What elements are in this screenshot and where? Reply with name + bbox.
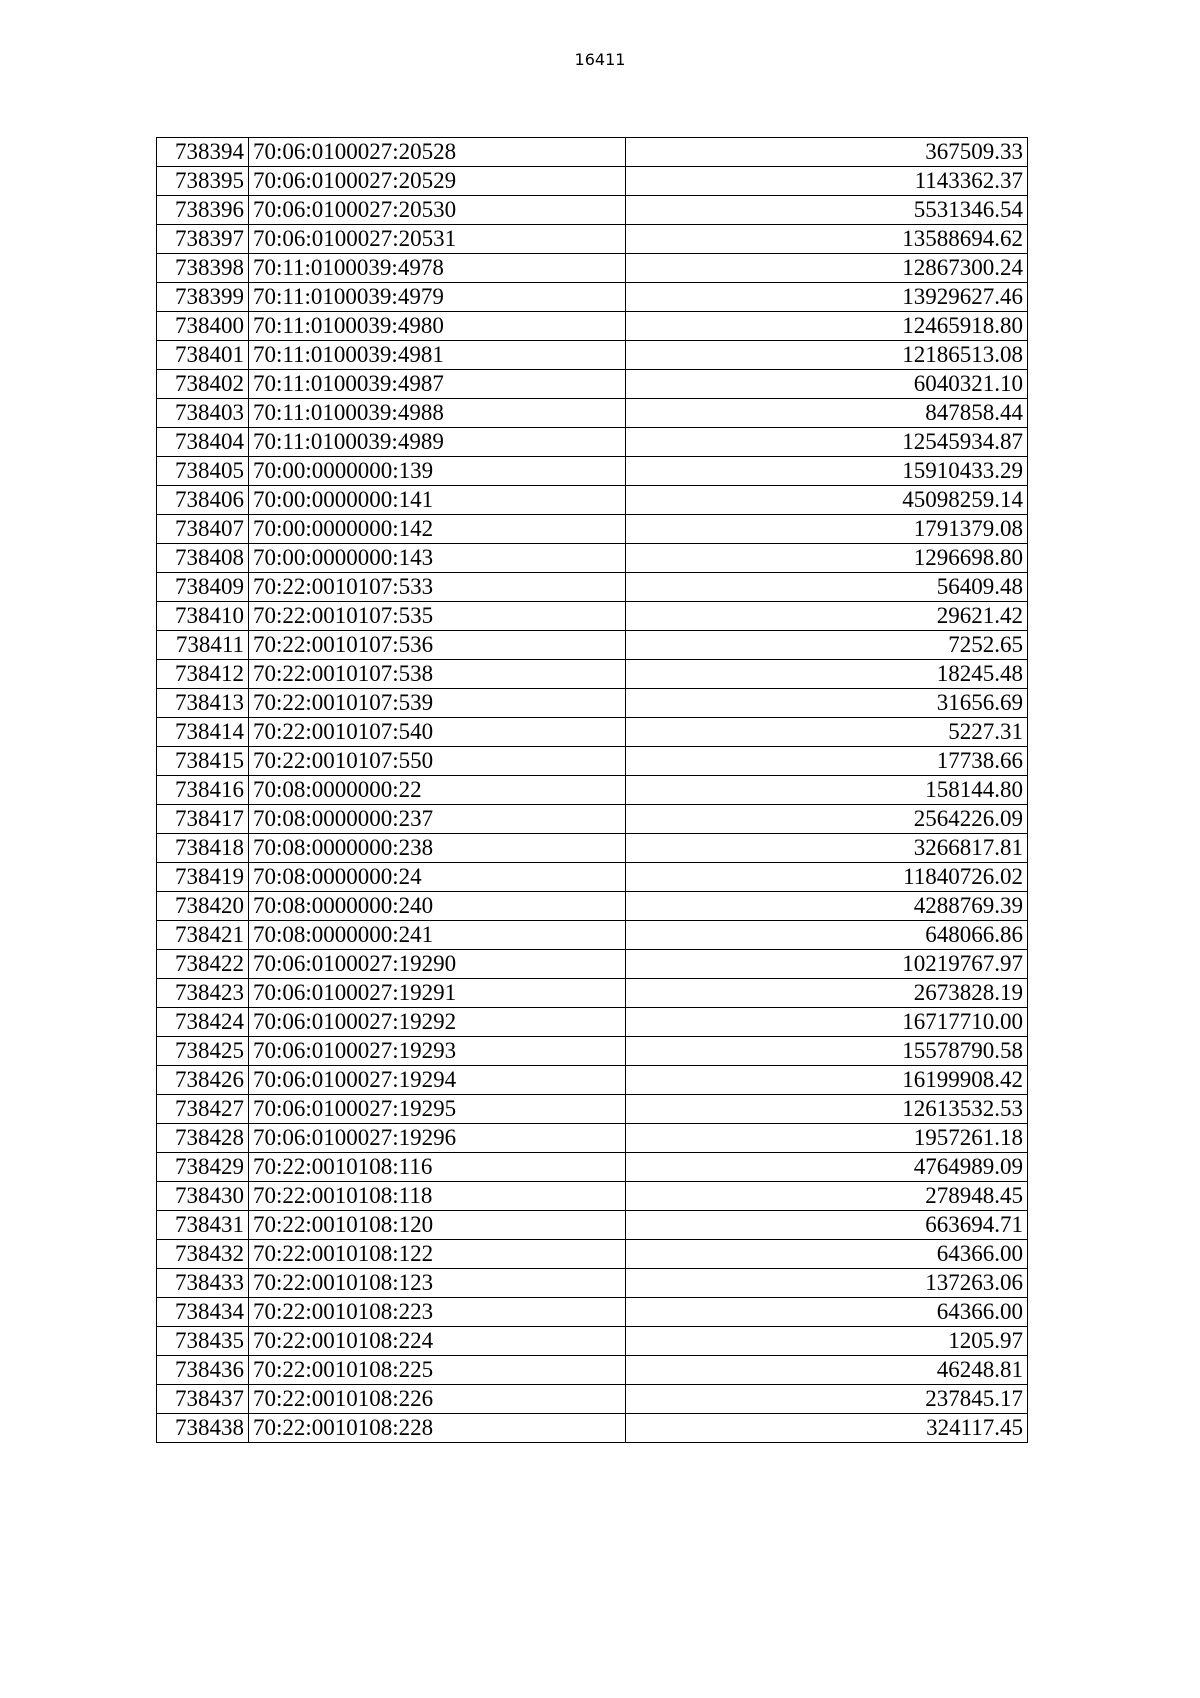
cadastral-value-cell: 18245.48 <box>626 660 1028 689</box>
cadastral-value-cell: 7252.65 <box>626 631 1028 660</box>
cadastral-number-cell: 70:06:0100027:19293 <box>249 1037 626 1066</box>
cadastral-value-cell: 1143362.37 <box>626 167 1028 196</box>
row-number-cell: 738435 <box>157 1327 249 1356</box>
row-number-cell: 738409 <box>157 573 249 602</box>
cadastral-value-cell: 648066.86 <box>626 921 1028 950</box>
table-row <box>157 225 1028 254</box>
cadastral-number-cell: 70:06:0100027:20531 <box>249 225 626 254</box>
cadastral-number-cell: 70:11:0100039:4989 <box>249 428 626 457</box>
row-number-cell: 738430 <box>157 1182 249 1211</box>
table-row <box>157 196 1028 225</box>
cadastral-number-cell: 70:22:0010107:535 <box>249 602 626 631</box>
table-row <box>157 312 1028 341</box>
row-number-cell: 738414 <box>157 718 249 747</box>
cadastral-value-cell: 12465918.80 <box>626 312 1028 341</box>
row-number-cell: 738413 <box>157 689 249 718</box>
cadastral-value-cell: 31656.69 <box>626 689 1028 718</box>
cadastral-value-cell: 663694.71 <box>626 1211 1028 1240</box>
cadastral-value-cell: 12545934.87 <box>626 428 1028 457</box>
cadastral-value-cell: 847858.44 <box>626 399 1028 428</box>
table-row <box>157 1095 1028 1124</box>
cadastral-number-cell: 70:11:0100039:4978 <box>249 254 626 283</box>
cadastral-value-cell: 10219767.97 <box>626 950 1028 979</box>
row-number-cell: 738405 <box>157 457 249 486</box>
cadastral-number-cell: 70:22:0010107:536 <box>249 631 626 660</box>
row-number-cell: 738411 <box>157 631 249 660</box>
cadastral-number-cell: 70:08:0000000:22 <box>249 776 626 805</box>
cadastral-number-cell: 70:11:0100039:4988 <box>249 399 626 428</box>
row-number-cell: 738433 <box>157 1269 249 1298</box>
cadastral-number-cell: 70:00:0000000:141 <box>249 486 626 515</box>
table-row <box>157 602 1028 631</box>
cadastral-value-cell: 13929627.46 <box>626 283 1028 312</box>
table-row <box>157 1269 1028 1298</box>
row-number-cell: 738419 <box>157 863 249 892</box>
cadastral-number-cell: 70:22:0010107:533 <box>249 573 626 602</box>
row-number-cell: 738417 <box>157 805 249 834</box>
table-row <box>157 631 1028 660</box>
row-number-cell: 738401 <box>157 341 249 370</box>
cadastral-value-cell: 17738.66 <box>626 747 1028 776</box>
cadastral-value-cell: 15910433.29 <box>626 457 1028 486</box>
table-row <box>157 1298 1028 1327</box>
table-row <box>157 1066 1028 1095</box>
cadastral-number-cell: 70:22:0010108:116 <box>249 1153 626 1182</box>
cadastral-number-cell: 70:22:0010107:539 <box>249 689 626 718</box>
table-row <box>157 428 1028 457</box>
cadastral-number-cell: 70:08:0000000:238 <box>249 834 626 863</box>
row-number-cell: 738407 <box>157 515 249 544</box>
cadastral-value-cell: 13588694.62 <box>626 225 1028 254</box>
cadastral-value-cell: 1957261.18 <box>626 1124 1028 1153</box>
row-number-cell: 738432 <box>157 1240 249 1269</box>
cadastral-value-cell: 45098259.14 <box>626 486 1028 515</box>
row-number-cell: 738437 <box>157 1385 249 1414</box>
cadastral-number-cell: 70:22:0010108:118 <box>249 1182 626 1211</box>
cadastral-number-cell: 70:00:0000000:143 <box>249 544 626 573</box>
table-row <box>157 892 1028 921</box>
row-number-cell: 738402 <box>157 370 249 399</box>
cadastral-number-cell: 70:06:0100027:19295 <box>249 1095 626 1124</box>
table-row <box>157 1356 1028 1385</box>
row-number-cell: 738410 <box>157 602 249 631</box>
cadastral-number-cell: 70:06:0100027:20529 <box>249 167 626 196</box>
cadastral-number-cell: 70:11:0100039:4981 <box>249 341 626 370</box>
cadastral-value-cell: 1296698.80 <box>626 544 1028 573</box>
table-row <box>157 834 1028 863</box>
cadastral-number-cell: 70:00:0000000:139 <box>249 457 626 486</box>
cadastral-number-cell: 70:08:0000000:240 <box>249 892 626 921</box>
row-number-cell: 738425 <box>157 1037 249 1066</box>
table-row <box>157 138 1028 167</box>
page-number: 16411 <box>574 50 626 69</box>
cadastral-value-cell: 12613532.53 <box>626 1095 1028 1124</box>
table-row <box>157 921 1028 950</box>
table-row <box>157 863 1028 892</box>
row-number-cell: 738399 <box>157 283 249 312</box>
row-number-cell: 738404 <box>157 428 249 457</box>
cadastral-value-cell: 278948.45 <box>626 1182 1028 1211</box>
table-row <box>157 1327 1028 1356</box>
row-number-cell: 738429 <box>157 1153 249 1182</box>
cadastral-value-cell: 16717710.00 <box>626 1008 1028 1037</box>
table-row <box>157 979 1028 1008</box>
row-number-cell: 738431 <box>157 1211 249 1240</box>
table-row <box>157 370 1028 399</box>
row-number-cell: 738406 <box>157 486 249 515</box>
cadastral-number-cell: 70:08:0000000:24 <box>249 863 626 892</box>
cadastral-value-cell: 2564226.09 <box>626 805 1028 834</box>
table-row <box>157 1414 1028 1443</box>
cadastral-number-cell: 70:06:0100027:19294 <box>249 1066 626 1095</box>
cadastral-value-cell: 237845.17 <box>626 1385 1028 1414</box>
cadastral-number-cell: 70:22:0010107:538 <box>249 660 626 689</box>
cadastral-number-cell: 70:22:0010108:228 <box>249 1414 626 1443</box>
cadastral-value-cell: 4288769.39 <box>626 892 1028 921</box>
cadastral-number-cell: 70:06:0100027:19290 <box>249 950 626 979</box>
row-number-cell: 738403 <box>157 399 249 428</box>
cadastral-number-cell: 70:06:0100027:20528 <box>249 138 626 167</box>
cadastral-number-cell: 70:22:0010107:540 <box>249 718 626 747</box>
cadastral-number-cell: 70:22:0010108:226 <box>249 1385 626 1414</box>
cadastral-value-cell: 324117.45 <box>626 1414 1028 1443</box>
cadastral-number-cell: 70:06:0100027:20530 <box>249 196 626 225</box>
row-number-cell: 738397 <box>157 225 249 254</box>
cadastral-number-cell: 70:11:0100039:4987 <box>249 370 626 399</box>
row-number-cell: 738436 <box>157 1356 249 1385</box>
table-row <box>157 689 1028 718</box>
table-row <box>157 573 1028 602</box>
table-row <box>157 1240 1028 1269</box>
cadastral-number-cell: 70:06:0100027:19296 <box>249 1124 626 1153</box>
cadastral-value-cell: 15578790.58 <box>626 1037 1028 1066</box>
table-row <box>157 1153 1028 1182</box>
cadastral-value-cell: 3266817.81 <box>626 834 1028 863</box>
cadastral-number-cell: 70:22:0010108:120 <box>249 1211 626 1240</box>
cadastral-number-cell: 70:00:0000000:142 <box>249 515 626 544</box>
table-row <box>157 1385 1028 1414</box>
cadastral-number-cell: 70:06:0100027:19292 <box>249 1008 626 1037</box>
row-number-cell: 738434 <box>157 1298 249 1327</box>
table-body <box>157 138 1028 1443</box>
cadastral-value-cell: 46248.81 <box>626 1356 1028 1385</box>
row-number-cell: 738422 <box>157 950 249 979</box>
table-row <box>157 718 1028 747</box>
cadastral-value-cell: 12867300.24 <box>626 254 1028 283</box>
table-row <box>157 1008 1028 1037</box>
cadastral-value-cell: 4764989.09 <box>626 1153 1028 1182</box>
table-row <box>157 544 1028 573</box>
table-row <box>157 776 1028 805</box>
table-row <box>157 805 1028 834</box>
row-number-cell: 738400 <box>157 312 249 341</box>
cadastral-number-cell: 70:22:0010107:550 <box>249 747 626 776</box>
cadastral-value-cell: 16199908.42 <box>626 1066 1028 1095</box>
cadastral-number-cell: 70:08:0000000:241 <box>249 921 626 950</box>
cadastral-value-cell: 5531346.54 <box>626 196 1028 225</box>
row-number-cell: 738408 <box>157 544 249 573</box>
cadastral-value-cell: 1205.97 <box>626 1327 1028 1356</box>
row-number-cell: 738420 <box>157 892 249 921</box>
table-row <box>157 283 1028 312</box>
table-row <box>157 341 1028 370</box>
cadastral-value-cell: 1791379.08 <box>626 515 1028 544</box>
table-row <box>157 167 1028 196</box>
row-number-cell: 738438 <box>157 1414 249 1443</box>
row-number-cell: 738427 <box>157 1095 249 1124</box>
table-row <box>157 1037 1028 1066</box>
table-row <box>157 457 1028 486</box>
cadastral-value-cell: 56409.48 <box>626 573 1028 602</box>
row-number-cell: 738428 <box>157 1124 249 1153</box>
cadastral-number-cell: 70:22:0010108:123 <box>249 1269 626 1298</box>
table-row <box>157 1211 1028 1240</box>
cadastral-number-cell: 70:06:0100027:19291 <box>249 979 626 1008</box>
row-number-cell: 738416 <box>157 776 249 805</box>
row-number-cell: 738394 <box>157 138 249 167</box>
row-number-cell: 738398 <box>157 254 249 283</box>
table-row <box>157 1124 1028 1153</box>
row-number-cell: 738424 <box>157 1008 249 1037</box>
cadastral-number-cell: 70:11:0100039:4980 <box>249 312 626 341</box>
cadastral-number-cell: 70:22:0010108:223 <box>249 1298 626 1327</box>
row-number-cell: 738415 <box>157 747 249 776</box>
cadastral-value-cell: 367509.33 <box>626 138 1028 167</box>
row-number-cell: 738426 <box>157 1066 249 1095</box>
cadastral-value-cell: 6040321.10 <box>626 370 1028 399</box>
table-row <box>157 486 1028 515</box>
row-number-cell: 738418 <box>157 834 249 863</box>
cadastral-value-cell: 11840726.02 <box>626 863 1028 892</box>
cadastral-number-cell: 70:11:0100039:4979 <box>249 283 626 312</box>
cadastral-value-cell: 158144.80 <box>626 776 1028 805</box>
table-row <box>157 1182 1028 1211</box>
table-row <box>157 399 1028 428</box>
cadastral-number-cell: 70:08:0000000:237 <box>249 805 626 834</box>
cadastral-value-cell: 64366.00 <box>626 1298 1028 1327</box>
table-row <box>157 950 1028 979</box>
row-number-cell: 738423 <box>157 979 249 1008</box>
cadastral-value-cell: 5227.31 <box>626 718 1028 747</box>
row-number-cell: 738412 <box>157 660 249 689</box>
cadastral-number-cell: 70:22:0010108:225 <box>249 1356 626 1385</box>
row-number-cell: 738421 <box>157 921 249 950</box>
cadastral-value-cell: 137263.06 <box>626 1269 1028 1298</box>
cadastral-number-cell: 70:22:0010108:224 <box>249 1327 626 1356</box>
table-row <box>157 660 1028 689</box>
cadastral-value-cell: 12186513.08 <box>626 341 1028 370</box>
row-number-cell: 738396 <box>157 196 249 225</box>
cadastral-value-cell: 64366.00 <box>626 1240 1028 1269</box>
table-row <box>157 515 1028 544</box>
row-number-cell: 738395 <box>157 167 249 196</box>
cadastral-value-cell: 2673828.19 <box>626 979 1028 1008</box>
cadastral-value-table <box>156 137 1028 1443</box>
cadastral-number-cell: 70:22:0010108:122 <box>249 1240 626 1269</box>
table-row <box>157 254 1028 283</box>
cadastral-value-cell: 29621.42 <box>626 602 1028 631</box>
table-row <box>157 747 1028 776</box>
